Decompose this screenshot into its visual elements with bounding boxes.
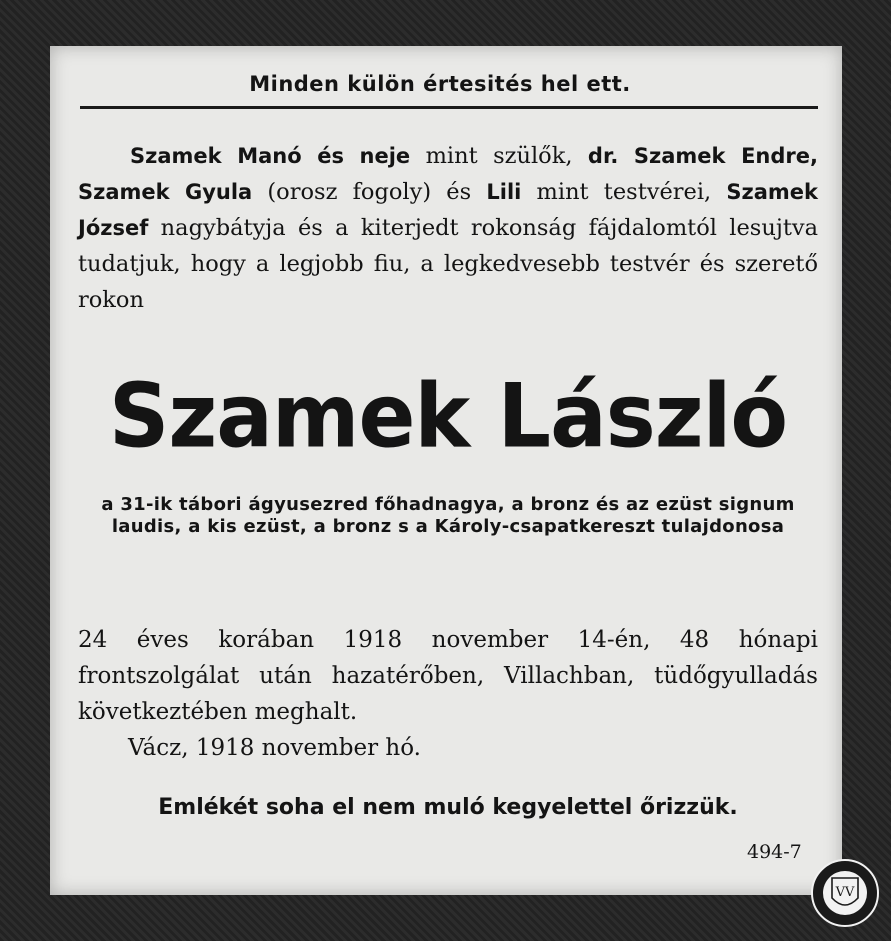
death-details: 24 éves korában 1918 november 14-én, 48 hónapi frontszolgálat után hazatérőben, Villachban, tüdőgyulladás következtében meghalt. [78, 627, 818, 725]
uncle-name: Szamek József [78, 180, 818, 240]
header-rule [80, 106, 818, 109]
brothers-names: dr. Szamek Endre, Szamek Gyula [78, 144, 818, 204]
deceased-name: Szamek László [108, 364, 788, 468]
seal-letters: VV [835, 885, 855, 900]
parents-names: Szamek Manó és neje [130, 144, 411, 168]
rank-and-decorations: a 31-ik tábori ágyusezred főhadnagya, a bronz és az ezüst signum laudis, a kis ezüst, a bronz s a Károly-csapatkereszt tulajdonosa [101, 494, 795, 537]
obituary-notice [50, 46, 842, 895]
intro-text-1: mint szülők, [410, 143, 588, 169]
notice-header: Minden külön értesités hel ett. [249, 72, 631, 96]
closing-line: Emlékét soha el nem muló kegyelettel őrizzük. [158, 795, 738, 820]
reference-number: 494-7 [747, 841, 802, 863]
sister-name: Lili [486, 180, 522, 204]
archive-seal-icon [810, 858, 880, 928]
intro-text-2: (orosz fogoly) és [252, 179, 487, 205]
intro-text-3: mint testvérei, [521, 179, 727, 205]
intro-paragraph [78, 138, 818, 318]
intro-text-4: nagybátyja és a kiterjedt rokonság fájdalomtól lesujtva tudatjuk, hogy a legjobb fiu, a legkedvesebb testvér és szerető rokon [78, 215, 818, 313]
place-and-date: Vácz, 1918 november hó. [128, 735, 421, 761]
